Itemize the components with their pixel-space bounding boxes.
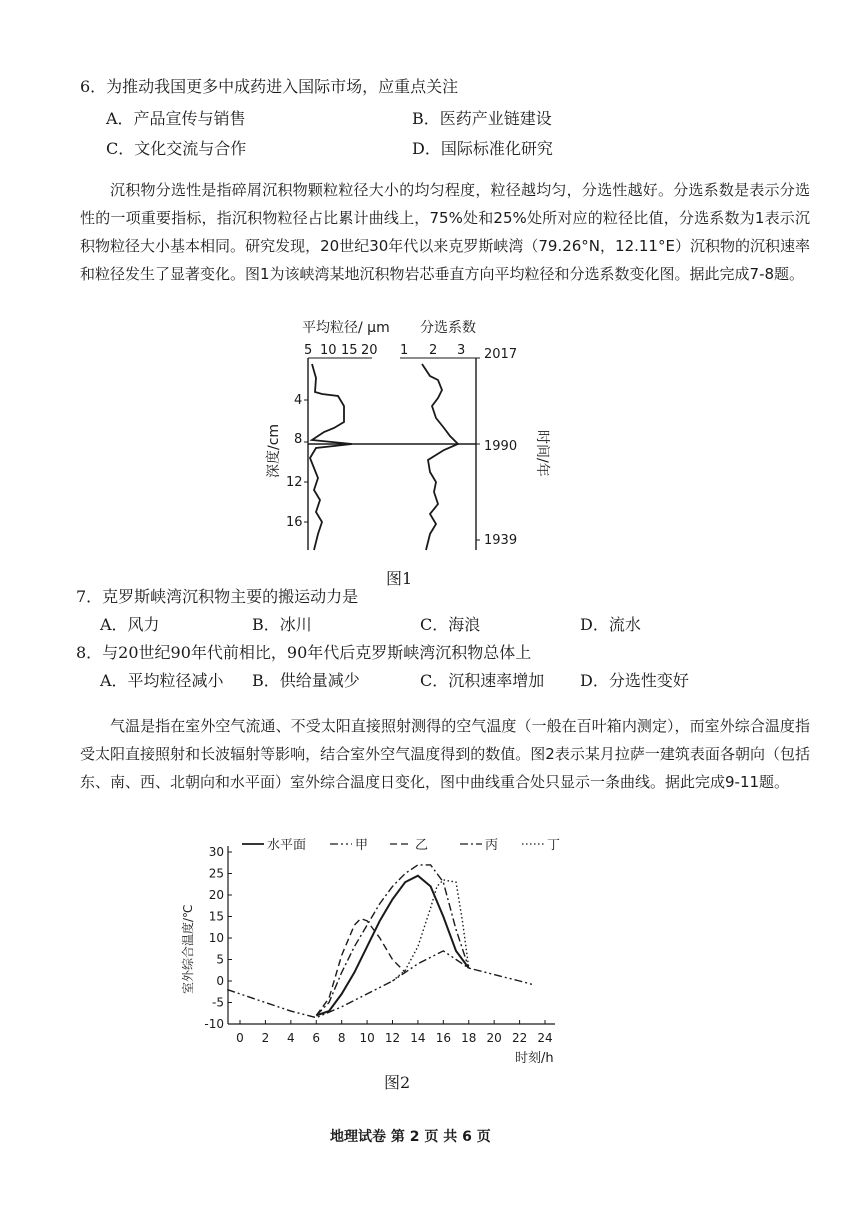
- fig2-x-tick-label: 2: [261, 1031, 270, 1045]
- fig2-y-axis-label: 室外综合温度/℃: [181, 904, 195, 994]
- q6-option-d: D．国际标准化研究: [412, 139, 553, 158]
- q7-option-d: D．流水: [580, 615, 641, 634]
- fig2-x-tick-label: 16: [435, 1031, 451, 1045]
- fig1-size-label: 平均粒径/ μm: [302, 320, 390, 336]
- q8-stem: 8．与20世纪90年代前相比，90年代后克罗斯峡湾沉积物总体上: [76, 643, 532, 662]
- fig1-depth-tick: 4: [294, 393, 303, 408]
- figure-2-temperature-chart: [170, 830, 570, 1070]
- fig2-series-1: [316, 876, 469, 1016]
- fig2-x-tick-label: 20: [486, 1031, 502, 1045]
- page-footer: 地理试卷 第 2 页 共 6 页: [330, 1129, 491, 1145]
- fig2-y-tick-label: 10: [208, 931, 224, 945]
- fig1-size-tick: 5: [304, 343, 313, 358]
- fig2-series-5: [393, 880, 469, 981]
- fig1-time-label: 时间/年: [534, 430, 550, 477]
- fig2-x-tick-label: 14: [410, 1031, 426, 1045]
- passage-sediment: 沉积物分选性是指碎屑沉积物颗粒粒径大小的均匀程度，粒径越均匀，分选性越好。分选系数是表示分选性的一项重要指标，指沉积物粒径占比累计曲线上，75%处和25%处所对应的粒径比值，分选系数为1表示沉积物粒径大小基本相同。研究发现，20世纪30年代以来克罗斯峡湾（79.26°N，12.11°E）沉积物的沉积速率和粒径发生了显著变化。图1为该峡湾某地沉积物岩芯垂直方向平均粒径和分选系数变化图。据此完成7-8题。: [80, 181, 810, 283]
- fig1-sort-tick: 3: [457, 343, 466, 358]
- fig2-y-tick-label: 15: [208, 909, 224, 924]
- fig1-size-tick: 20: [361, 343, 378, 358]
- fig1-depth-tick: 8: [294, 432, 303, 447]
- fig1-size-tick: 15: [341, 343, 358, 358]
- fig2-legend-label: 丁: [547, 838, 561, 853]
- fig1-caption: 图1: [386, 569, 413, 588]
- fig2-y-tick-label: -5: [212, 995, 224, 1010]
- fig2-x-tick-label: 4: [287, 1031, 295, 1045]
- fig1-size-tick: 10: [320, 343, 337, 358]
- fig2-y-tick-label: -10: [204, 1017, 224, 1031]
- passage-temperature: 气温是指在室外空气流通、不受太阳直接照射测得的空气温度（一般在百叶箱内测定），而室外综合温度指受太阳直接照射和长波辐射等影响，结合室外空气温度得到的数值。图2表示某月拉萨一建筑表面各朝向（包括东、南、西、北朝向和水平面）室外综合温度日变化，图中曲线重合处只显示一条曲线。据此完成9-11题。: [80, 717, 810, 791]
- fig1-time-tick: 2017: [484, 347, 518, 362]
- q7-option-a: A．风力: [100, 615, 160, 634]
- fig2-caption: 图2: [384, 1073, 411, 1092]
- fig2-y-tick-label: 30: [208, 845, 224, 859]
- q7-option-b: B．冰川: [252, 615, 312, 634]
- fig2-y-tick-label: 20: [208, 888, 224, 902]
- fig2-legend-label: 甲: [355, 838, 369, 853]
- fig2-x-tick-label: 6: [312, 1031, 321, 1045]
- q6-option-c: C．文化交流与合作: [106, 139, 247, 158]
- fig2-x-tick-label: 12: [384, 1031, 401, 1045]
- fig1-time-tick: 1939: [484, 533, 518, 548]
- fig2-y-tick-label: 0: [216, 974, 224, 988]
- fig2-x-tick-label: 0: [236, 1031, 244, 1045]
- fig1-depth-tick: 12: [286, 475, 303, 490]
- fig1-depth-label: 深度/cm: [266, 423, 282, 478]
- fig2-x-axis-label: 时刻/h: [515, 1051, 554, 1066]
- fig2-legend-label: 乙: [415, 838, 429, 853]
- fig2-y-tick-label: 5: [216, 952, 224, 967]
- q8-option-b: B．供给量减少: [252, 671, 360, 690]
- fig1-time-tick: 1990: [484, 439, 518, 454]
- figure-1-core-chart: [260, 318, 560, 578]
- q7-stem: 7．克罗斯峡湾沉积物主要的搬运动力是: [76, 587, 359, 606]
- fig2-legend-label: 水平面: [267, 838, 307, 853]
- fig2-series-4: [316, 865, 469, 1016]
- fig1-sorting-curve: [422, 364, 458, 550]
- fig2-x-tick-label: 8: [337, 1031, 346, 1045]
- q8-option-d: D．分选性变好: [580, 671, 689, 690]
- fig2-x-tick-label: 22: [511, 1031, 528, 1045]
- fig1-mean-size-curve: [310, 364, 352, 550]
- q6-option-b: B．医药产业链建设: [412, 109, 552, 128]
- fig2-x-tick-label: 18: [461, 1031, 477, 1045]
- fig2-series-2: [227, 951, 532, 1018]
- q8-option-a: A．平均粒径减小: [100, 671, 224, 690]
- fig2-legend-label: 丙: [485, 838, 499, 853]
- fig1-sort-label: 分选系数: [420, 320, 476, 336]
- fig2-y-tick-label: 25: [208, 866, 224, 881]
- fig2-x-tick-label: 10: [359, 1031, 375, 1045]
- q6-stem: 6．为推动我国更多中成药进入国际市场，应重点关注: [80, 77, 459, 96]
- fig1-depth-tick: 16: [286, 515, 303, 530]
- q6-option-a: A．产品宣传与销售: [106, 109, 246, 128]
- fig1-sort-tick: 1: [400, 343, 409, 358]
- fig1-sort-tick: 2: [429, 343, 438, 358]
- q8-option-c: C．沉积速率增加: [420, 671, 545, 690]
- q7-option-c: C．海浪: [420, 615, 481, 634]
- fig2-x-tick-label: 24: [537, 1031, 553, 1045]
